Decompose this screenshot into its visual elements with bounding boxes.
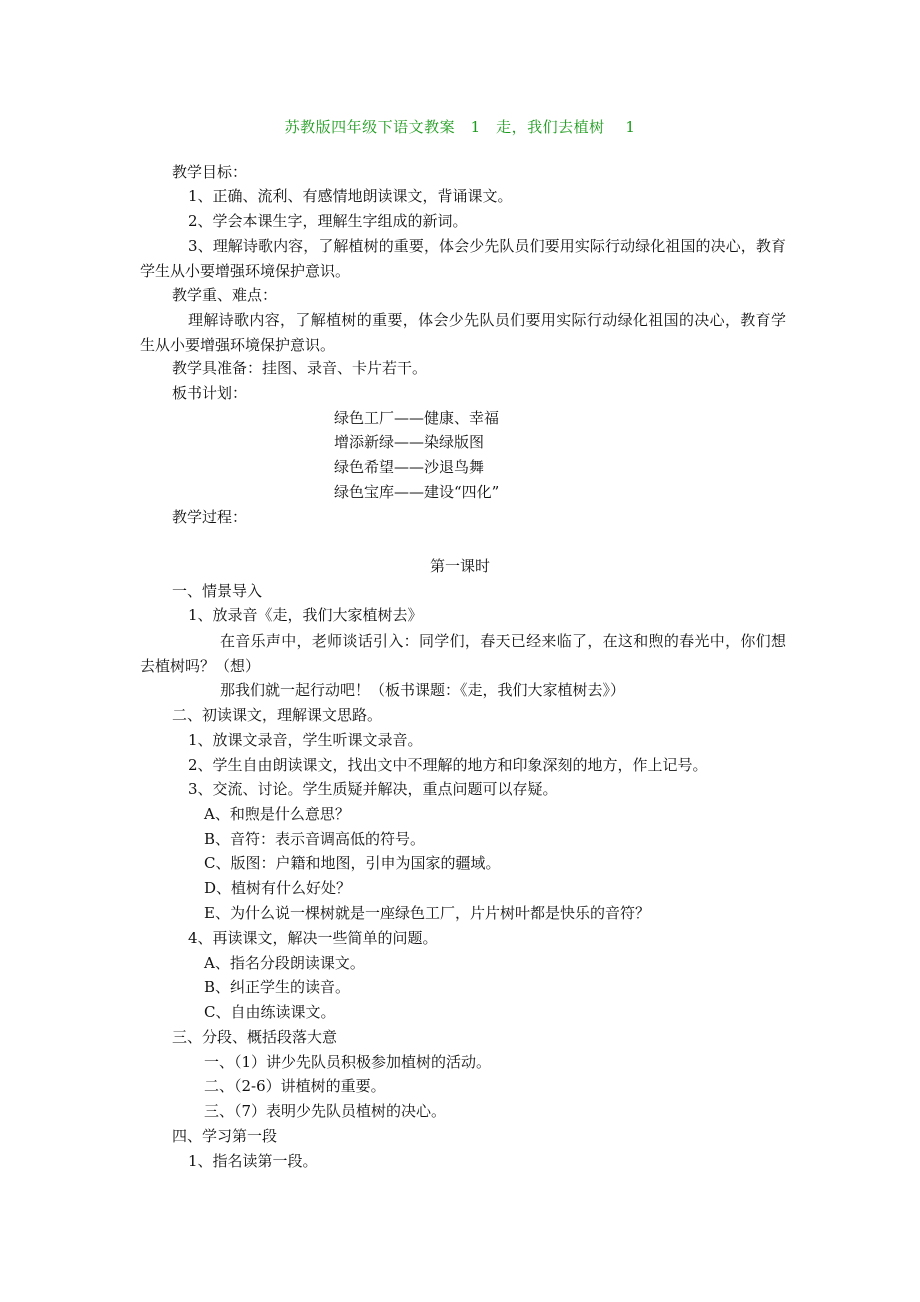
section3-heading: 三、分段、概括段落大意 [172,1028,338,1046]
process-heading: 教学过程： [172,508,248,526]
section2-sub4-c: C、自由练读课文。 [204,1003,336,1021]
objective-item-1: 1、正确、流利、有感情地朗读课文，背诵课文。 [188,187,513,205]
section3-item-2: 二、（2-6）讲植树的重要。 [204,1077,386,1095]
section1-heading: 一、情景导入 [172,582,263,600]
lesson-title: 第一课时 [429,557,490,575]
board-line-1: 绿色工厂——健康、幸福 [334,409,500,427]
section2-sub4-b: B、纠正学生的读音。 [204,978,351,996]
board-line-4: 绿色宝库——建设“四化” [334,483,500,501]
section2-item-1: 1、放课文录音，学生听课文录音。 [188,731,423,749]
section2-sub4-a: A、指名分段朗读课文。 [204,954,365,972]
section1-paragraph: 在音乐声中，老师谈话引入：同学们，春天已经来临了，在这和煦的春光中，你们想去植树吗？（想） [140,632,786,675]
section1-item-1: 1、放录音《走，我们大家植树去》 [188,606,423,624]
materials-line: 教学具准备：挂图、录音、卡片若干。 [172,359,428,377]
section2-sub3-c: C、版图：户籍和地图，引申为国家的疆域。 [204,854,501,872]
section2-sub3-e: E、为什么说一棵树就是一座绿色工厂，片片树叶都是快乐的音符？ [204,904,650,922]
document-title: 苏教版四年级下语文教案 1 走，我们去植树 1 [284,118,636,136]
section2-sub3-a: A、和煦是什么意思？ [204,805,350,823]
board-line-2: 增添新绿——染绿版图 [334,433,485,451]
section2-item-3: 3、交流、讨论。学生质疑并解决，重点问题可以存疑。 [188,780,558,798]
objective-item-3: 3、理解诗歌内容，了解植树的重要，体会少先队员们要用实际行动绿化祖国的决心，教育学生从小要增强环境保护意识。 [140,237,786,280]
section4-heading: 四、学习第一段 [172,1127,278,1145]
section2-sub3-b: B、音符：表示音调高低的符号。 [204,830,426,848]
key-points-heading: 教学重、难点： [172,286,278,304]
section3-item-3: 三、（7）表明少先队员植树的决心。 [204,1102,447,1120]
section1-line: 那我们就一起行动吧！（板书课题：《走，我们大家植树去》） [220,681,626,699]
section2-item-2: 2、学生自由朗读课文，找出文中不理解的地方和印象深刻的地方，作上记号。 [188,756,708,774]
section2-sub3-d: D、植树有什么好处？ [204,879,352,897]
section4-item-1: 1、指名读第一段。 [188,1152,318,1170]
section2-heading: 二、初读课文，理解课文思路。 [172,706,383,724]
objective-item-2: 2、学会本课生字，理解生字组成的新词。 [188,212,468,230]
objectives-heading: 教学目标： [172,163,248,181]
section2-item-4: 4、再读课文，解决一些简单的问题。 [188,929,438,947]
key-points-text: 理解诗歌内容，了解植树的重要，体会少先队员们要用实际行动绿化祖国的决心，教育学生从小要增强环境保护意识。 [140,311,786,354]
section3-item-1: 一、（1）讲少先队员积极参加植树的活动。 [204,1053,492,1071]
board-line-3: 绿色希望——沙退鸟舞 [334,458,485,476]
board-heading: 板书计划： [172,384,248,402]
